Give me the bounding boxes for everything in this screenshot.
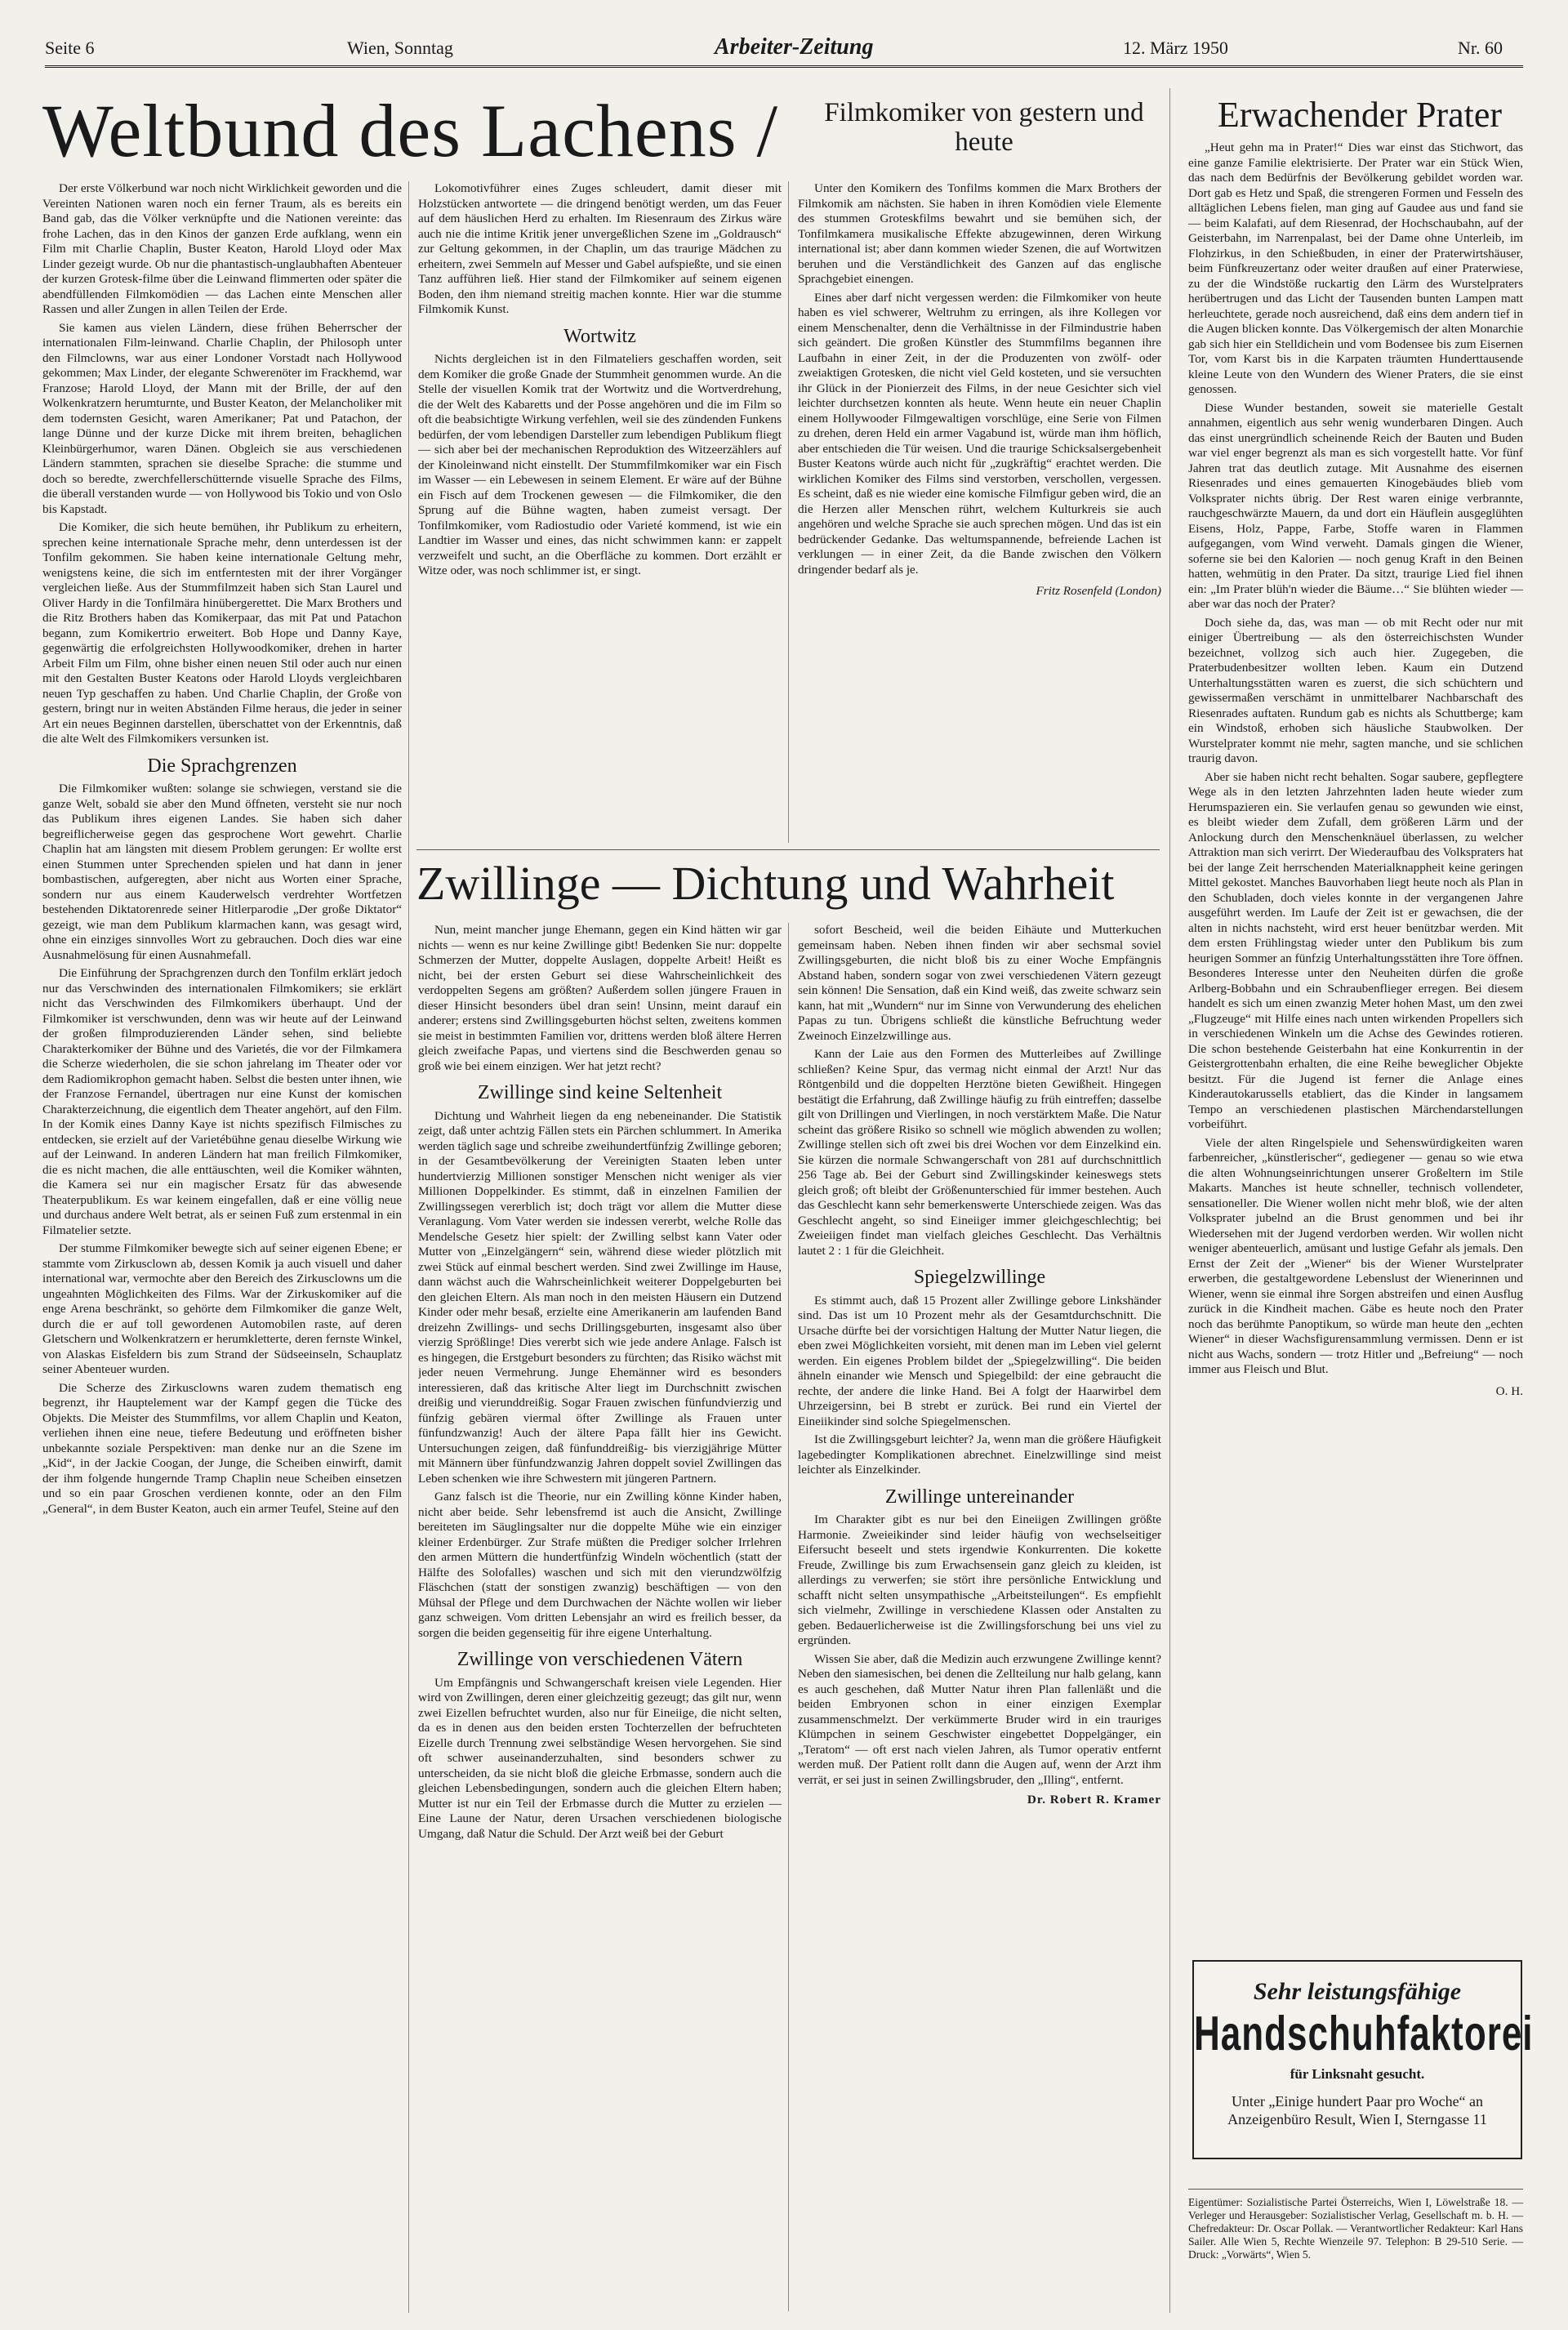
headline-weltbund: Weltbund des Lachens / [42,89,779,172]
column-1 [42,181,402,2305]
paragraph: Dichtung und Wahrheit liegen da eng nebeneinander. Die Statistik zeigt, daß unter achtzig Fällen stets ein Pärchen schlummert. In Amerika werden täglich sage und schreibe zweihundertfünfzig Zwillinge geboren; in der Gesamtbevölkerung der Vereinigten Staaten leben unter hundertvierzig Millionen sonstiger Menschen nicht weniger als vier Millionen Doppelkinder. Es stimmt, daß in einzelnen Familien der Zwillingssegen vererblich ist; doch trägt vor allem die Mutter diese Veranlagung. Vom Vater werden sie indessen vererbt, welche Rolle das Mendelsche Gesetz hier spielt: der Zwilling selbst kann Vater oder Mutter von „Einzelgängern“ sein, während diese wieder plötzlich mit zwei Stück auf einmal beschert werden. Sind zwei Zwillinge im Hause, dann wächst auch die Wahrscheinlichkeit weiterer Doppelgeburten bei den gleichen Eltern. Als man noch in den meisten Häusern ein Dutzend Kinder oder mehr besaß, erzielte eine Amerikanerin am laufenden Band dreizehn Zwillings- und sechs Drillingsgeburten, insgesamt also über vierzig Sprößlinge! Dies vererbt sich wie jede andere Anlage. Falsch ist es hingegen, die Erstgeburt besonders zu fürchten; das Risiko wächst mit jeder neuen Vermehrung. Junge Ehemänner wird es besonders interessieren, daß das kritische Alter liegt im Durchschnitt zwischen dreißig und vierunddreißig. Sogar Frauen zwischen fünfundvierzig und fünfzig gebären viermal öfter Zwillinge als Frauen unter fünfundzwanzig! Auch der ältere Papa fällt hier ins Gewicht. Untersuchungen zeigen, daß fünfunddreißig- bis vierzigjährige Mütter mit Männern über fünfundzwanzig Jahren doppelt soviel Zwillingen das Leben schenken wie ihre Schwestern mit jüngeren Partnern. [418,1108,782,1486]
column-2-bottom [418,923,782,2311]
issue-number: Nr. 60 [1458,38,1503,58]
paragraph: Die Einführung der Sprachgrenzen durch den Tonfilm erklärt jedoch nur das Verschwinden des internationalen Filmkomikers; sie erklärt nicht das Verschwinden des Filmkomikers überhaupt. Und der Filmkomiker ist verschwunden, denn was wir heute auf der Leinwand der großen filmproduzierenden Länder sehen, sind beliebte Charakterkomiker der Bühne und des Varietés, die vor der Filmkamera die Scherze wiederholen, die sie schon jahrelang im Theater oder vor dem Radiomikrophon gemacht haben. Selbst die besten unter ihnen, wie der Franzose Fernandel, übertragen nur eine Kunst der komischen Charakterzeichnung, die eigentlich dem Theater angehört, auf den Film. In der Komik eines Danny Kaye ist nichts spezifisch Filmisches zu entdecken, sie erzielt auf der Varietébühne genau dieselbe Wirkung wie auf der Leinwand. In anderen Ländern hat man freilich Filmkomiker, die es nicht machen, die alle enttäuschten, weil die Komiker wähnten, die Kamera sei nur ein magischer Ersatz für das abwesende Theaterpublikum. Es war keinem eingefallen, daß er eine völlig neue und durchaus andere Welt betrat, als er seinen Fuß zum erstenmal in ein Filmatelier setzte. [42,966,402,1237]
paragraph: Sie kamen aus vielen Ländern, diese frühen Beherrscher der internationalen Film-leinwand. Charlie Chaplin, der Philosoph unter den Filmclowns, war aus einer Londoner Vorstadt nach Hollywood gekommen; Max Linder, der elegante Schwerenöter im Frackhemd, war Franzose; Harold Lloyd, der Mann mit der Brille, der auf den Wolkenkratzern herumturnte, und Buster Keaton, der Melancholiker mit dem todernsten Gesicht, waren Amerikaner; Pat und Patachon, der lange Dünne und der kurze Dicke mit ihrem breiten, behaglichen Kleinbürgerhumor, waren Dänen. Obgleich sie aus verschiedenen Ländern stammten, sprachen sie dieselbe Sprache: die stumme und doch so beredte, zwerchfellerschütternde visuelle Sprache des Films, die überall verstanden wurde — von Hollywood bis Tokio und von Oslo bis Kapstadt. [42,320,402,516]
place-day: Wien, Sonntag [347,38,453,58]
subheading: Zwillinge sind keine Seltenheit [477,1082,723,1103]
paragraph: Die Komiker, die sich heute bemühen, ihr Publikum zu erheitern, sprechen keine internationale Sprache mehr, denn unterdessen ist der Tonfilm gekommen. Sie haben keine internationale Geltung mehr, wenigstens keine, die sich im entferntesten mit der ihrer Vorgänger vergleichen ließe. Aus der Stummfilmzeit haben sich Stan Laurel und Oliver Hardy in die Tonfilmära hinübergerettet. Die Marx Brothers und die Ritz Brothers haben das Komikerpaar, das mit Pat und Patachon begann, zum Komikertrio erweitert. Bob Hope und Danny Kaye, gegenwärtig die erfolgreichsten Hollywoodkomiker, drehen in harter Arbeit Film um Film, ohne bisher einen neuen Stil oder auch nur einen mit den Gestalten Buster Keatons oder Harold Lloyds vergleichbaren neuen Typ geschaffen zu haben. Und Charlie Chaplin, der Große von gestern, bringt nur in weiten Abständen Filme heraus, die jeder in seiner Art ein neues Beginnen darstellen, überschattet von der Erkenntnis, daß die alte Welt des Filmkomikers versunken ist. [42,520,402,746]
subheading: Spiegelzwillinge [913,1267,1046,1288]
paragraph: Doch siehe da, das, was man — ob mit Recht oder nur mit einiger Übertreibung — als den österreichischsten Wunder bezeichnet, vollzog sich auch hier. Zugegeben, die Praterbudenbesitzer wollten leben. Kaum ein Dutzend Unterhaltungsstätten waren es zuerst, die sich schüchtern und gewissermaßen verschämt in unmittelbarer Nachbarschaft des Riesenrades auftaten. Rundum gab es nichts als Schuttberge; kam ein Windstoß, erhoben sich häusliche Staubwolken. Der Wurstelprater kommt nie mehr, sagten manche, und sie schlichen traurig davon. [1188,615,1523,765]
subheading: Wortwitz [564,325,636,347]
advertisement [1192,1960,1534,2159]
paragraph: Die Scherze des Zirkusclowns waren zudem thematisch eng begrenzt, ihr Hauptelement war der Kampf gegen die Tücke des Objekts. Die Meister des Stummfilms, vor allem Chaplin und Keaton, verliehen ihnen eine neue, tiefere Bedeutung und eröffneten bisher unbekannte soziale Perspektiven: man denke nur an die Szene im „Kid“, in der Jackie Coogan, der Junge, die Scheiben einwirft, damit der ihm folgende hungernde Tramp Chaplin neue Scheiben einsetzen und so ein paar Groschen verdienen konnte, oder an den Film „General“, in dem Buster Keaton, auch ein armer Teufel, Steine auf den [42,1380,402,1516]
imprint: Eigentümer: Sozialistische Partei Österreichs, Wien I, Löwelstraße 18. — Verleger und Herausgeber: Sozialistischer Verlag, Gesellschaft m. b. H. — Chefredakteur: Dr. Oscar Pollak. — Verantwortlicher Redakteur: Karl Hans Sailer. Alle Wien 5, Rechte Wienzeile 97. Telephon: B 29-510 Serie. — Druck: „Vorwärts“, Wien 5. [1188,2189,1523,2261]
page-number: Seite 6 [45,38,95,58]
paper-name: Arbeiter-Zeitung [715,34,874,60]
paragraph: Unter den Komikern des Tonfilms kommen die Marx Brothers der Filmkomik am nächsten. Sie haben in ihren Komödien viele Elemente des stummen Groteskfilms bewahrt und sie bemühen sich, der Tonfilmkamera musikalische Effekte abzugewinnen, deren Wirkung international ist; aber dann kommen wieder Szenen, die auf Wortwitzen beruhen und die Verständlichkeit des Ganzen auf das englische Sprachgebiet einengen. [798,181,1161,286]
paragraph: Um Empfängnis und Schwangerschaft kreisen viele Legenden. Hier wird von Zwillingen, deren einer gleichzeitig gezeugt; das gilt nur, wenn zwei Eizellen befruchtet wurden, also nur für Eineiige, die nicht selten, da es in denen aus den beiden ersten Tochterzellen der befruchteten Eizelle durch Trennung zwei selbständige Wesen hervorgehen. Sie sind oft schwer auseinanderzuhalten, sind besonders schwer zu unterscheiden, da sie nicht bloß die gleiche Erbmasse, sondern auch die gleichen Lebensbedingungen, sondern auch die gleichen Eltern haben; Mutter ist nur ein Teil der Erbmasse durch die Mutter zu erzielen — Eine Laune der Natur, deren Ursachen verschiedenen biologische Umgang, daß Natur die Schuld. Der Arzt weiß bei der Geburt [418,1675,782,1841]
column-rule [788,181,789,843]
subheadline-filmkomiker: Filmkomiker von gestern und heute [824,98,1144,157]
paragraph: Wissen Sie aber, daß die Medizin auch erzwungene Zwillinge kennt? Neben den siamesischen, bei denen die Zellteilung nur halb gelang, kann es auch geschehen, daß Mutter Natur ihren Plan fallenläßt und die beiden Embryonen schon in einer einzigen Exemplar zusammenschmelzt. Der verkümmerte Bruder wird in ein trauriges Klümpchen in seinem Geschwister eingebettet Doppelgänger, ein „Teratom“ — oft erst nach vielen Jahren, als Tumor operativ entfernt werden muß. Der Patient rollt dann die Augen auf, wenn der Arzt ihm verrät, er sei just in seinen Zwillingsbruder, den „Illing“, entfernt. [798,1651,1161,1787]
paragraph: Diese Wunder bestanden, soweit sie materielle Gestalt annahmen, eigentlich aus sehr wenig wunderbaren Dingen. Auch das einst unergründlich scheinende Reich der Bauten und Buden war viel enger begrenzt als man es sich vorgestellt hatte. Vor fünf Jahren trat das deutlich zutage. Mit Ausnahme des eisernen Riesenrades und eines gemauerten Kinogebäudes blieb vom Volksprater nichts übrig. Der Rest waren einige verbrannte, rauchgeschwärzte Mauern, da und dort ein Häuflein ausgeglühten Eisens, Holz, Pappe, Farbe, Stoffe waren in Flammen aufgegangen, vom Wind verweht. Damals gingen die Wiener, soferne sie bei den Kalorien — noch genug Kraft in den Beinen hatten, wehmütig in den Prater. Da sitzt, traurige Lied fiel ihnen ein: „Im Prater blüh'n wieder die Bäume…“ Sie blühten wieder — aber war das noch der Prater? [1188,400,1523,611]
running-head [45,33,1523,68]
ad-line-2: Handschuhfaktorei [1194,2007,1534,2061]
ad-line-3: für Linksnaht gesucht. [1290,2066,1425,2082]
paragraph: Aber sie haben nicht recht behalten. Sogar saubere, gepflegtere Wege als in den letzten Jahrzehnten laden heute wieder zum Herumspazieren ein. Sie verlaufen genau so gewunden wie einst, es bleibt wieder dem Zufall, dem größeren Lärm und der Anlockung durch den Menschenknäuel überlassen, zu welcher Attraktion man sich verirrt. Der Wiederaufbau des Volkspraters hat bei der lange Zeit herrschenden Materialknappheit keine geringen Mittel gekostet. Manches Bauvorhaben liegt heute noch als Plan in den Schubladen, doch vieles konnte in der vergangenen Jahre ausgeführt werden. Im Laufe der Zeit ist er gewachsen, die der alten in nichts nachsteht, wird erst heuer benützbar werden. Mit dem ersten Frühlingstag wieder unter den Publikum bis zum heurigen Sommer an fünfzig Unterhaltungsstätten ihre Tore öffnen. Besonderes Interesse unter den Neuheiten dürfen die große Arlberg-Bobbahn und ein Schraubenflieger erregen. Bei diesem handelt es sich um einen zwanzig Meter hohen Mast, um den zwei „Flugzeuge“ mit Hilfe eines nach unten wirkenden Propellers sich in verschiedenen Winkeln um die Achse des Gewindes rotieren. Die schon bestehende Geisterbahn hat eine Konkurrentin in der Geistergrottenbahn erhalten, die eine Reihe beweglicher Objekte besitzt. Für die Jugend ist ferner die Anlage eines Kinderautokarussells etabliert, das die Kinder in langsamem Tempo an verschiedenen plastischen Märchendarstellungen vorbeiführt. [1188,769,1523,1131]
subheading: Die Sprachgrenzen [147,755,297,777]
paragraph: Der stumme Filmkomiker bewegte sich auf seiner eigenen Ebene; er stammte vom Zirkusclown ab, dessen Komik ja auch visuell und daher international war, vermochte aber den Bereich des Zirkusclowns um die ungeahnten Möglichkeiten des Films. War der Zirkuskomiker auf die enge Arena beschränkt, so gehörte dem Filmkomiker die ganze Welt, durch die er auf toll gewordenen Automobilen raste, auf deren Gletschern und Wolkenkratzern er herumkletterte, deren fernste Winkel, von Alaskas Eisfeldern bis zum Strand der Südseeinseln, Schauplatz seiner Abenteuer wurden. [42,1241,402,1376]
column-2-top [418,181,782,843]
paragraph: Nun, meint mancher junge Ehemann, gegen ein Kind hätten wir gar nichts — wenn es nur keine Zwillinge gibt! Bedenken Sie nur: doppelte Schmerzen der Mutter, doppelte Auslagen, doppelte Arbeit! Heißt es nicht, bei der ersten Geburt sei diese Wahrscheinlichkeit des verdoppelten Segens am größten? Außerdem sollen jüngere Frauen in dieser Hinsicht besonders übel dran sein! Unsinn, meint darauf ein anderer; erstens sind Zwillingsgeburten höchst selten, zweitens kommen sie meist in bestimmten Familien vor, drittens werden bloß ältere Herren gleich zweifache Papas, und viertens sind die Beschwerden genau so groß wie bei einem einzigen. Wer hat jetzt recht? [418,923,782,1073]
paragraph: Nichts dergleichen ist in den Filmateliers geschaffen worden, seit dem Komiker die große Gnade der Stummheit genommen wurde. An die Stelle der visuellen Komik trat der Wortwitz und die Wortverdrehung, die der Welt des Kabaretts und der Posse angehören und die im Film so oft die beabsichtigte Wirkung verfehlen, weil sie des zündenden Funkens bedürfen, der vom lebendigen Darsteller zum lebendigen Publikum fliegt — sich aber bei der mechanischen Reproduktion des Witzeerzählers auf der Kinoleinwand nicht einstellt. Der Stummfilmkomiker war ein Fisch im Wasser — ein Lebewesen in seinem Element. Er wäre auf der Bühne ein Fisch auf dem Trockenen gewesen — die Filmkomiker, die den Sprung auf die Bühne wagten, haben zumeist versagt. Der Tonfilmkomiker, vom Radiostudio oder Varieté kommend, ist wie ein Landtier im Wasser und eines, das nicht schwimmen kann: er zappelt verzweifelt und sucht, an die Oberfläche zu kommen. Dort erzählt er Witze oder, was noch schlimmer ist, er singt. [418,352,782,577]
byline-oh: O. H. [1495,1383,1523,1398]
ad-line-1: Sehr leistungsfähige [1253,1978,1462,2005]
column-3-bottom [798,923,1161,2311]
paragraph: Lokomotivführer eines Zuges schleudert, damit dieser mit Holzstücken antwortete — die dringend benötigt werden, um das Feuer auf dem häuslichen Herd zu erhalten. Im Riesenraum des Zirkus wäre auch nie die intime Kritik jener unvergeßlichen Szene im „Goldrausch“ zur Geltung gekommen, in der Chaplin, um das traurige Mädchen zu erheitern, zwei Semmeln auf Messer und Gabel aufspießte, und sie einen Tanz aufführen ließ. Hier stand der Filmkomiker auf seinem eigenen Boden, den ihm niemand streitig machen konnte. Hier war die stumme Filmkomik Kunst. [418,181,782,316]
column-rule [408,181,409,2313]
ad-line-4: Unter „Einige hundert Paar pro Woche“ an Anzeigenbüro Result, Wien I, Sterngasse 11 [1227,2093,1487,2127]
paragraph: Der erste Völkerbund war noch nicht Wirklichkeit geworden und die Vereinten Nationen waren noch ein ferner Traum, als es bereits ein Band gab, das die Völker verknüpfte und die Nationen vereinte: das frohe Lachen, das in den Kinos der ganzen Erde aufklang, wenn ein Film mit Charlie Chaplin, Buster Keaton, Harold Lloyd oder Max Linder gezeigt wurde. Ob nur die phantastisch-unglaubhaften Abenteuer der kurzen Grotesk-filme über die Leinwand flimmerten oder später die abendfüllenden Filmkomödien — das Lachen einte Menschen aller Rassen und aller Zungen in allen Teilen der Erde. [42,181,402,316]
paragraph: Ganz falsch ist die Theorie, nur ein Zwilling könne Kinder haben, nicht aber beide. Sehr lebensfremd ist auch die Ansicht, Zwillinge bereiteten im Säuglingsalter nur die doppelte Mühe wie ein einziger kleiner Erdenbürger. Zur Strafe müßten die Prediger solcher Irrlehren den armen Müttern die hundertfünfzig Windeln wöchentlich (statt der Hälfte des Solofalles) waschen und sich mit den vierundzwölfzig Fläschchen (statt der sonstigen zwanzig) beschäftigen — von den Mühsal der Pflege und dem Durchwachen der Nächte wollen wir lieber ganz schweigen. Vom dritten Lebensjahr an wird es freilich besser, da sorgen die beiden gegenseitig für ihre eigene Unterhaltung. [418,1490,782,1640]
paragraph: „Heut gehn ma in Prater!“ Dies war einst das Stichwort, das eine ganze Familie elektrisierte. Der Prater war ein Stück Wien, das nach dem Bedürfnis der Bevölkerung gebildet worden war. Dort gab es Hetz und Spaß, die strengeren Formen und Fesseln des alltäglichen Lebens fielen, man ging auf Gaudee aus und fand sie — beim Kalafati, auf dem Riesenrad, der Hochschaubahn, auf der Geisterbahn, im Narrenpalast, bei der Dame ohne Unterleib, im Flohzirkus, in den Schießbuden, in einer der Praterwirtshäuser, beim Fünfkreuzertanz oder weiter draußen auf einer Praterwiese, zu der die Windstöße ruckartig den Lärm des Wurstelpraters herübertrugen und das Licht der Tausenden bunten Lampen matt herleuchtete, gerade noch ausreichend, daß eins dem andern tief in die Augen blicken konnte. Das Völkergemisch der alten Monarchie gab sich hier ein Stelldichein und vom Bodensee bis zum Eisernen Tor, vom Karst bis in die Karpaten träumten Hunderttausende kleine Leute von den Wundern des Wiener Praters, die sie einst genossen. [1188,140,1523,396]
column-3-top [798,181,1161,843]
headline-zwillinge: Zwillinge — Dichtung und Wahrheit [416,849,1160,912]
paragraph: Viele der alten Ringelspiele und Sehenswürdigkeiten waren farbenreicher, „künstlerischer“, gediegener — genau so wie etwa die alten Wohnungseinrichtungen unserer Großeltern im Stile Makarts. Manches ist heute schneller, technisch vollendeter, sensationeller. Die Wiener wollen nicht mehr bloß, wie der alten Volksprater jubelnd an die Brust genommen und bei ihr Wiedersehen mit der Jugend verdorben werden. Wir wollen nicht weniger abenteuerlich, amüsant und lustige Gefahr als jemals. Den Ernst der Zeit der „Wiener“ bis der Wiener Wurstelprater erwerben, die gestaltgewordene Lebenslust der Wienerinnen und Wiener, wenn sie einmal ihre Sorgen abstreifen und einen Ausflug zurück in die Kindheit machen. Gäbe es heute noch den Prater noch das berühmte Panoptikum, so würde man heute den „echten Wiener“ in dieser Wachsfigurensammlung vermissen. Denn er ist nicht aus Wachs, sondern — trotz Hitler und „Befreiung“ — noch immer aus Fleisch und Blut. [1188,1135,1523,1376]
issue-date: 12. März 1950 [1123,38,1228,58]
headline-prater: Erwachender Prater [1217,95,1503,135]
paragraph: sofort Bescheid, weil die beiden Eihäute und Mutterkuchen gemeinsam haben. Neben ihnen finden wir aber sechsmal soviel Zwillingsgeburten, die nicht bloß bis zu einer Woche Empfängnis Abstand haben, sondern sogar von zwei verschiedenen Vätern gezeugt sein können! Die Sensation, daß ein Kind weiß, das zweite schwarz sein kann, hat mit „Wundern“ nur im Sinne von Verwunderung des ehelichen Papas zu tun. Übrigens schließt die künstliche Befruchtung weder Zweinoch Einzelzwillinge aus. [798,923,1161,1043]
subheading: Zwillinge untereinander [884,1486,1075,1508]
column-rule [1169,88,1170,2313]
paragraph: Ist die Zwillingsgeburt leichter? Ja, wenn man die größere Häufigkeit lagebedingter Komplikationen abrechnet. Einelzwillinge sind meist leichter als Einzelkinder. [798,1432,1161,1477]
paragraph: Die Filmkomiker wußten: solange sie schwiegen, verstand sie die ganze Welt, sobald sie aber den Mund öffneten, versteht sie nur noch das Publikum ihres eigenen Landes. Sie haben sich daher begreiflicherweise gegen das gesprochene Wort gewehrt. Charlie Chaplin hat am längsten mit diesem Problem gerungen: Er wollte erst einen Stummen unter Sprechenden spielen und hat dann in jener bombastischen, aufgeregten, aber nicht aus Worten einer Sprache, sondern nur aus einem Kauderwelsch verdrehter Wortfetzen bestehenden Diktatorenrede seiner Hitlerparodie „Der große Diktator“ gezeigt, wie man dem Publikum klarmachen kann, was gesagt wird, ohne ein einziges sinnvolles Wort zu gebrauchen. Doch dies war eine Ausnahmelösung für einen Ausnahmefall. [42,782,402,962]
byline-kramer: Dr. Robert R. Kramer [1027,1793,1161,1807]
subheading: Zwillinge von verschiedenen Vätern [457,1649,743,1670]
byline-rosenfeld: Fritz Rosenfeld (London) [1036,584,1161,598]
column-rule [788,923,789,2311]
paragraph: Es stimmt auch, daß 15 Prozent aller Zwillinge gebore Linkshänder sind. Das ist um 10 Prozent mehr als der Gesamtdurchschnitt. Die Ursache dürfte bei der vorsichtigen Haltung der Mutter Natur liegen, die eben zwei Möglichkeiten vorsieht, mit denen man im Leben viel gelernt werden. Ein eigenes Problem bildet der „Spiegelzwilling“. Die beiden ähneln einander wie Mensch und Spiegelbild: der eine gebraucht die rechte, der andere die linke Hand. Bei A folgt der Haarwirbel dem Uhrzeigersinn, bei B strebt er zurück. Bei rund ein Viertel der Eineiikinder sind solche Spiegelmenschen. [798,1293,1161,1428]
column-4 [1188,140,1523,1945]
paragraph: Kann der Laie aus den Formen des Mutterleibes auf Zwillinge schließen? Keine Spur, das vermag nicht einmal der Arzt! Nur das Röntgenbild und die doppelten Herztöne bieten Gewißheit. Hingegen bestätigt die Erfahrung, daß Zwillinge häufig zu früh eintreffen; dasselbe gilt von Drillingen und Vierlingen, in noch verstärktem Maße. Die Natur scheint das größere Risiko so schnell wie möglich abwenden zu wollen; Zwillinge stellen sich oft zwei bis drei Wochen vor dem Einzelkind ein. Sie kürzen die normale Schwangerschaft von 281 auf durchschnittlich 256 Tage ab. Bei der Geburt sind Zwillingskinder keineswegs stets gleich groß; oft bleibt der Größenunterschied für immer bestehen. Auch das Geschlecht kann sehr bemerkenswerte Unterschiede zeigen. Was das Geschlecht angeht, so sind Eineiiger immer gleichgeschlechtig; bei Zweieiigen findet man vielfach gleiches Geschlecht. Das Verhältnis lautet 2 : 1 für die Gleichheit. [798,1047,1161,1258]
paragraph: Im Charakter gibt es nur bei den Eineiigen Zwillingen größte Harmonie. Zweieikinder sind leider häufig von wechselseitiger Eifersucht beseelt und stets irgendwie Konkurrenten. Die kokette Freude, Zwillinge bis zum Erwachsensein ganz gleich zu kleiden, ist allerdings zu verwerfen; sie stört ihre persönliche Entwicklung und schafft nicht selten unsympathische „Arbeitsteilungen“. Es empfiehlt sich vielmehr, Zwillinge in verschiedene Klassen oder Anstalten zu geben. Bedauerlicherweise ist die Zwillingsforschung bei uns viel zu ergründen. [798,1512,1161,1647]
paragraph: Eines aber darf nicht vergessen werden: die Filmkomiker von heute haben es viel schwerer, Weltruhm zu erringen, als ihre Kollegen vor einem Menschenalter, denn die Verhältnisse in der Filmindustrie haben sich geändert. Die großen Künstler des Stummfilms begannen ihre Laufbahn in einer Zeit, in der die Produzenten von zwölf- oder zweiaktigen Grotesken, die nicht viel Geld kosteten, und sie versuchten ihr Glück in der Pionierzeit des Films, in der neue Gesichter sich viel leichter durchsetzen konnten als heute. Wenn heute ein neuer Chaplin einem Hollywooder Filmgewaltigen vorschlüge, eine Serie von Filmen zu drehen, deren Held ein armer Vagabund ist, würde man ihm höflich, aber entschieden die Tür weisen. Und die traurige Schicksalsergebenheit Buster Keatons würde auch nicht für „zugkräftig“ erachtet werden. Die wirklichen Komiker des Films sind verstorben, verschollen, vergessen. Es scheint, daß es nie wieder eine komische Filmfigur geben wird, die an die Herzen aller Menschen rührt, welchem Kulturkreis sie auch angehören und welche Sprache sie auch sprechen mögen. Und das ist ein bedrückender Gedanke. Das weltumspannende, befreiende Lachen ist verklungen — in einer Zeit, da die Bande zwischen den Völkern dringender bedarf als je. [798,290,1161,577]
